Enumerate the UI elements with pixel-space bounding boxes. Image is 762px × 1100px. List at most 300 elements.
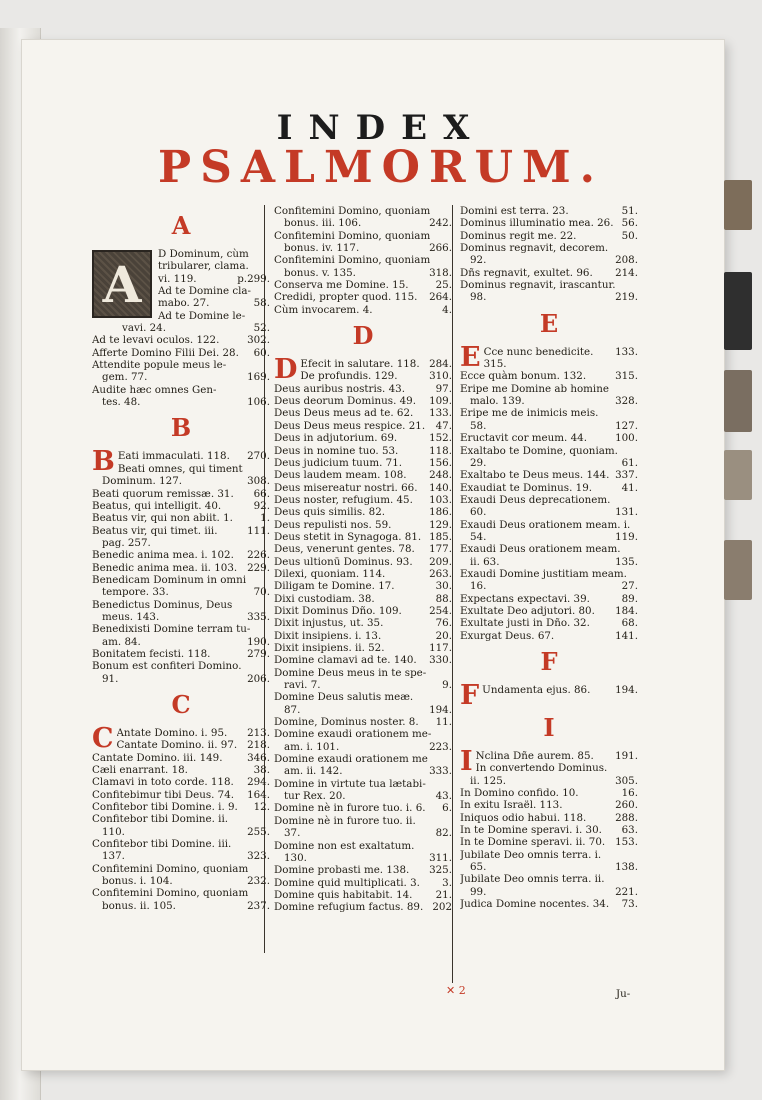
index-entry bbox=[92, 887, 270, 899]
entry-title: Domine in virtute tua lætabi- bbox=[274, 777, 426, 790]
entry-title: Confitemini Domino, quoniam bbox=[92, 887, 249, 900]
entry-title: Conserva me Domine. 15. bbox=[274, 279, 409, 292]
entry-title: D Dominum, cùm bbox=[158, 248, 249, 260]
index-entry bbox=[92, 826, 270, 838]
index-entry bbox=[274, 654, 452, 666]
index-entry bbox=[92, 475, 270, 487]
index-entry bbox=[274, 291, 452, 303]
drop-entry-i bbox=[460, 746, 638, 777]
entry-title: In te Domine speravi. ii. 70. bbox=[460, 836, 606, 849]
entry-page: 315. bbox=[615, 370, 638, 383]
index-entry bbox=[460, 291, 638, 303]
index-entry bbox=[274, 593, 452, 605]
entry-title: Attendite popule meus le- bbox=[92, 359, 227, 372]
entry-page: 43. bbox=[435, 790, 452, 803]
entry-page: 127. bbox=[615, 419, 638, 432]
entry-title: Dominus regnavit, irascantur. bbox=[460, 279, 616, 292]
entry-title: Confitemini Domino, quoniam bbox=[274, 205, 431, 217]
entry-title: Domine quid multiplicati. 3. bbox=[274, 876, 420, 889]
index-entry bbox=[92, 673, 270, 685]
index-entry bbox=[274, 765, 452, 777]
entry-page: 4. bbox=[442, 303, 452, 316]
entry-page: 264. bbox=[429, 291, 452, 304]
index-entry bbox=[274, 420, 452, 432]
entry-title: Cantate Domino. iii. 149. bbox=[92, 751, 223, 764]
entry-title: Ad te levavi oculos. 122. bbox=[92, 334, 220, 347]
entry-title: Beati quorum remissæ. 31. bbox=[92, 487, 234, 500]
drop-entry-c bbox=[92, 723, 270, 754]
entry-page: 184. bbox=[615, 604, 638, 617]
entry-page: 63. bbox=[621, 824, 638, 837]
entry-title: Eructavit cor meum. 44. bbox=[460, 432, 587, 445]
entry-title: Deus Deus meus respice. 21. bbox=[274, 419, 426, 432]
index-entry bbox=[460, 580, 638, 592]
entry-title: Benedixisti Domine terram tu- bbox=[92, 623, 251, 636]
entry-page: 194. bbox=[615, 684, 638, 696]
page-tab bbox=[724, 370, 752, 432]
entry-page: 133. bbox=[429, 407, 452, 420]
entry-page: 164. bbox=[247, 788, 270, 801]
entry-title: Deus Deus meus ad te. 62. bbox=[274, 407, 414, 420]
entry-title: Beatus vir, qui timet. iii. bbox=[92, 524, 218, 537]
entry-title: Deus, venerunt gentes. 78. bbox=[274, 543, 415, 556]
index-entry bbox=[274, 667, 452, 679]
index-entry bbox=[92, 764, 270, 776]
entry-title: Jubilate Deo omnis terra. i. bbox=[460, 848, 602, 861]
entry-page: 58. bbox=[253, 297, 270, 310]
entry-title: Afferte Domino Filii Dei. 28. bbox=[92, 346, 239, 359]
index-entry bbox=[158, 273, 270, 285]
index-entry bbox=[484, 358, 638, 370]
index-entry bbox=[274, 556, 452, 568]
entry-title: 110. bbox=[102, 825, 125, 838]
index-entry bbox=[92, 752, 270, 764]
entry-page: 133. bbox=[615, 345, 638, 358]
index-entry bbox=[274, 457, 452, 469]
entry-title: Ad te Domine le- bbox=[158, 309, 246, 322]
entry-title: Audite hæc omnes Gen- bbox=[92, 383, 217, 396]
entry-page: 202 bbox=[432, 901, 452, 914]
catchword: Ju- bbox=[616, 988, 631, 1000]
index-entry bbox=[118, 450, 270, 462]
section-letter-f: F bbox=[540, 647, 558, 676]
index-entry bbox=[460, 469, 638, 481]
entry-page: 135. bbox=[615, 555, 638, 568]
index-entry bbox=[158, 310, 270, 322]
entry-page: 38. bbox=[253, 764, 270, 777]
index-entry bbox=[274, 778, 452, 790]
entry-title: 98. bbox=[470, 291, 487, 304]
entry-title: Dominus regit me. 22. bbox=[460, 229, 577, 242]
index-entry bbox=[460, 898, 638, 910]
index-entry bbox=[274, 840, 452, 852]
entry-title: 54. bbox=[470, 530, 487, 543]
entry-title: 65. bbox=[470, 861, 487, 874]
column-rule bbox=[452, 205, 453, 983]
index-entry bbox=[476, 762, 638, 774]
index-entry bbox=[460, 370, 638, 382]
index-entry bbox=[274, 568, 452, 580]
index-entry bbox=[460, 494, 638, 506]
index-entry bbox=[460, 861, 638, 873]
entry-title: Deus repulisti nos. 59. bbox=[274, 518, 392, 531]
entry-title: Beatus vir, qui non abiit. 1. bbox=[92, 512, 233, 525]
index-entry bbox=[92, 599, 270, 611]
entry-title: Exaudi Deus deprecationem. bbox=[460, 493, 611, 506]
entry-page: 92. bbox=[253, 499, 270, 512]
drop-entry-d bbox=[274, 354, 452, 386]
index-entry bbox=[274, 901, 452, 913]
index-entry bbox=[92, 801, 270, 813]
index-entry bbox=[274, 617, 452, 629]
entry-title: Cùm invocarem. 4. bbox=[274, 303, 373, 316]
index-entry bbox=[92, 500, 270, 512]
entry-page: 152. bbox=[429, 432, 452, 445]
index-entry bbox=[460, 407, 638, 419]
entry-title: Deus noster, refugium. 45. bbox=[274, 493, 413, 506]
index-column-2 bbox=[274, 205, 452, 914]
drop-capital: I bbox=[460, 746, 473, 777]
drop-entry-f bbox=[460, 680, 638, 711]
index-entry bbox=[274, 395, 452, 407]
entry-title: Cce nunc benedicite. bbox=[483, 345, 594, 358]
entry-page: 279. bbox=[247, 647, 270, 660]
entry-title: 92. bbox=[470, 254, 487, 267]
entry-title: am. 84. bbox=[102, 635, 141, 648]
entry-title: bonus. iv. 117. bbox=[284, 242, 360, 255]
entry-title: tribularer, clama. bbox=[158, 260, 249, 273]
entry-title: Confitemini Domino, quoniam bbox=[92, 862, 249, 875]
entry-page: 242. bbox=[429, 217, 452, 230]
entry-page: 9. bbox=[442, 679, 452, 692]
entry-title: tempore. 33. bbox=[102, 586, 169, 599]
entry-title: Domine quis habitabit. 14. bbox=[274, 888, 413, 901]
index-entry bbox=[274, 877, 452, 889]
entry-title: tes. 48. bbox=[102, 396, 141, 409]
index-entry bbox=[158, 248, 270, 260]
index-entry bbox=[117, 727, 271, 739]
index-entry bbox=[92, 648, 270, 660]
entry-title: bonus. iii. 106. bbox=[284, 217, 362, 230]
entry-title: bonus. i. 104. bbox=[102, 875, 173, 888]
index-entry bbox=[460, 457, 638, 469]
page-tab bbox=[724, 540, 752, 600]
index-entry bbox=[460, 420, 638, 432]
entry-page: 76. bbox=[435, 617, 452, 630]
index-entry bbox=[460, 230, 638, 242]
entry-page: 214. bbox=[615, 266, 638, 279]
entry-page: 89. bbox=[621, 592, 638, 605]
entry-page: 100. bbox=[615, 432, 638, 445]
entry-title: pag. 257. bbox=[102, 536, 151, 549]
entry-title: Domine exaudi orationem me- bbox=[274, 728, 432, 741]
index-entry bbox=[274, 217, 452, 229]
entry-page: 82. bbox=[435, 827, 452, 840]
entry-title: 91. bbox=[102, 672, 119, 685]
entry-page: 346. bbox=[247, 751, 270, 764]
index-entry bbox=[92, 623, 270, 635]
entry-title: Dñs regnavit, exultet. 96. bbox=[460, 266, 593, 279]
index-entry bbox=[460, 593, 638, 605]
entry-title: Expectans expectavi. 39. bbox=[460, 592, 590, 605]
entry-page: 311. bbox=[429, 851, 452, 864]
entry-title: Eripe me Domine ab homine bbox=[460, 382, 609, 395]
entry-page: 66. bbox=[253, 487, 270, 500]
index-entry bbox=[274, 469, 452, 481]
entry-title: 137. bbox=[102, 850, 125, 863]
entry-page: 191. bbox=[615, 750, 638, 762]
index-entry bbox=[274, 753, 452, 765]
page-tab bbox=[724, 450, 752, 500]
entry-title: Undamenta ejus. 86. bbox=[482, 684, 591, 696]
entry-page: 119. bbox=[615, 530, 638, 543]
index-column-1 bbox=[92, 212, 270, 912]
index-entry bbox=[274, 407, 452, 419]
entry-title: In convertendo Dominus. bbox=[475, 762, 608, 775]
entry-title: Dixit insipiens. i. 13. bbox=[274, 629, 382, 642]
entry-page: 254. bbox=[429, 604, 452, 617]
index-entry bbox=[274, 445, 452, 457]
entry-page: 185. bbox=[429, 530, 452, 543]
entry-page: 302. bbox=[247, 334, 270, 347]
index-entry bbox=[92, 396, 270, 408]
entry-title: Eati immaculati. 118. bbox=[117, 450, 230, 463]
entry-page: 103. bbox=[429, 493, 452, 506]
index-entry bbox=[460, 395, 638, 407]
entry-title: Beatus, qui intelligit. 40. bbox=[92, 499, 222, 512]
entry-page: 255. bbox=[247, 825, 270, 838]
entry-title: Dominum. 127. bbox=[102, 475, 183, 488]
index-entry bbox=[274, 827, 452, 839]
index-entry bbox=[460, 617, 638, 629]
entry-page: 232. bbox=[247, 875, 270, 888]
entry-page: 140. bbox=[429, 481, 452, 494]
entry-title: 130. bbox=[284, 851, 307, 864]
entry-title: Domine clamavi ad te. 140. bbox=[274, 654, 417, 667]
entry-page: 88. bbox=[435, 592, 452, 605]
entry-title: Cæli enarrant. 18. bbox=[92, 764, 188, 777]
section-letter-d: D bbox=[352, 321, 374, 351]
entry-page: 337. bbox=[615, 469, 638, 482]
entry-page: 50. bbox=[621, 229, 638, 242]
entry-title: Antate Domino. i. 95. bbox=[116, 727, 228, 739]
entry-title: meus. 143. bbox=[102, 610, 160, 623]
index-entry bbox=[92, 347, 270, 359]
index-entry bbox=[460, 543, 638, 555]
index-entry bbox=[274, 716, 452, 728]
entry-page: 219. bbox=[615, 291, 638, 304]
entry-page: 294. bbox=[247, 776, 270, 789]
entry-page: 27. bbox=[621, 580, 638, 593]
entry-page: 138. bbox=[615, 861, 638, 874]
index-entry bbox=[274, 852, 452, 864]
entry-title: 37. bbox=[284, 827, 301, 840]
index-entry bbox=[274, 242, 452, 254]
page-title: INDEX bbox=[276, 108, 486, 148]
entry-page: 68. bbox=[621, 617, 638, 630]
entry-title: Deus misereatur nostri. 66. bbox=[274, 481, 418, 494]
entry-title: Benedic anima mea. ii. 103. bbox=[92, 561, 238, 574]
index-entry bbox=[274, 704, 452, 716]
index-entry bbox=[274, 889, 452, 901]
entry-page: 263. bbox=[429, 567, 452, 580]
index-entry bbox=[460, 242, 638, 254]
entry-title: bonus. ii. 105. bbox=[102, 899, 176, 912]
index-entry bbox=[460, 605, 638, 617]
index-entry bbox=[274, 494, 452, 506]
entry-title: Dixit injustus, ut. 35. bbox=[274, 617, 384, 630]
entry-title: Domine, Dominus noster. 8. bbox=[274, 716, 419, 729]
entry-page: 237. bbox=[247, 899, 270, 912]
entry-title: Deus ultionū Dominus. 93. bbox=[274, 555, 413, 568]
index-entry bbox=[274, 205, 452, 217]
entry-page: 323. bbox=[247, 850, 270, 863]
entry-page: 213. bbox=[247, 727, 270, 739]
index-entry bbox=[460, 482, 638, 494]
index-entry bbox=[460, 506, 638, 518]
page-subtitle: PSALMORUM. bbox=[158, 142, 604, 193]
index-entry bbox=[92, 900, 270, 912]
entry-page: 325. bbox=[429, 864, 452, 877]
entry-title: Exaudiat te Dominus. 19. bbox=[460, 481, 593, 494]
entry-page: 223. bbox=[429, 740, 452, 753]
entry-page: 318. bbox=[429, 266, 452, 279]
entry-page: 41. bbox=[621, 481, 638, 494]
index-entry bbox=[92, 334, 270, 346]
index-entry bbox=[92, 863, 270, 875]
entry-title: Jubilate Deo omnis terra. ii. bbox=[460, 873, 605, 886]
index-entry bbox=[274, 864, 452, 876]
entry-page: 16. bbox=[621, 787, 638, 800]
index-entry bbox=[460, 775, 638, 787]
entry-page: 226. bbox=[247, 549, 270, 562]
index-entry bbox=[92, 586, 270, 598]
entry-title: 58. bbox=[470, 419, 487, 432]
index-entry bbox=[274, 815, 452, 827]
index-entry bbox=[92, 562, 270, 574]
entry-page: 328. bbox=[615, 395, 638, 408]
entry-title: Exaudi Deus orationem meam. bbox=[460, 543, 621, 556]
index-entry bbox=[460, 787, 638, 799]
entry-page: 117. bbox=[429, 642, 452, 654]
index-entry bbox=[158, 285, 270, 297]
entry-page: 177. bbox=[429, 543, 452, 556]
index-entry bbox=[300, 370, 452, 382]
entry-title: Benedictus Dominus, Deus bbox=[92, 598, 233, 611]
ornamental-initial: A bbox=[92, 250, 152, 318]
index-entry bbox=[460, 432, 638, 444]
entry-page: 109. bbox=[429, 395, 452, 408]
entry-title: ii. 125. bbox=[470, 774, 507, 787]
entry-page: 206. bbox=[247, 672, 270, 685]
index-entry bbox=[158, 297, 270, 309]
entry-title: Deus stetit in Synagoga. 81. bbox=[274, 530, 422, 543]
index-entry bbox=[460, 383, 638, 395]
drop-capital: D bbox=[274, 354, 298, 386]
index-entry bbox=[476, 750, 638, 762]
index-entry bbox=[274, 691, 452, 703]
entry-page: 333. bbox=[429, 765, 452, 778]
drop-entry-b bbox=[92, 446, 270, 478]
entry-title: Deus quis similis. 82. bbox=[274, 506, 386, 519]
entry-title: tur Rex. 20. bbox=[284, 790, 346, 803]
page-tab bbox=[724, 272, 752, 350]
index-entry bbox=[274, 531, 452, 543]
entry-title: Bonum est confiteri Domino. bbox=[92, 660, 242, 673]
section-letter-a: A bbox=[171, 211, 191, 240]
entry-page: 310. bbox=[429, 370, 452, 383]
index-entry bbox=[92, 525, 270, 537]
entry-page: 25. bbox=[435, 279, 452, 292]
entry-page: 141. bbox=[615, 629, 638, 642]
entry-title: Domine refugium factus. 89. bbox=[274, 901, 424, 914]
entry-title: Deus auribus nostris. 43. bbox=[274, 382, 405, 395]
index-entry bbox=[274, 506, 452, 518]
index-entry bbox=[460, 886, 638, 898]
index-entry bbox=[460, 279, 638, 291]
section-letter-i: I bbox=[543, 713, 555, 742]
entry-page: 60. bbox=[253, 346, 270, 359]
entry-title: Dixit insipiens. ii. 52. bbox=[274, 642, 385, 654]
section-letter-e: E bbox=[539, 308, 559, 338]
index-entry bbox=[274, 802, 452, 814]
entry-title: Exaltabo te Deus meus. 144. bbox=[460, 469, 610, 482]
entry-page: 156. bbox=[429, 456, 452, 469]
index-entry bbox=[92, 549, 270, 561]
index-entry bbox=[92, 574, 270, 586]
index-entry bbox=[460, 531, 638, 543]
entry-title: malo. 139. bbox=[470, 395, 525, 408]
entry-page: 186. bbox=[429, 506, 452, 519]
entry-title: Eripe me de inimicis meis. bbox=[460, 407, 599, 420]
index-entry bbox=[460, 799, 638, 811]
entry-title: Bonitatem fecisti. 118. bbox=[92, 647, 211, 660]
entry-title: Domine non est exaltatum. bbox=[274, 839, 415, 852]
entry-title: Deus in nomine tuo. 53. bbox=[274, 444, 399, 457]
index-entry bbox=[274, 383, 452, 395]
entry-page: 131. bbox=[615, 506, 638, 519]
entry-title: Dominus illuminatio mea. 26. bbox=[460, 217, 614, 230]
entry-title: Deus judicium tuum. 71. bbox=[274, 456, 403, 469]
entry-title: ii. 63. bbox=[470, 555, 500, 568]
entry-title: Clamavi in toto corde. 118. bbox=[92, 776, 234, 789]
entry-title: Dixi custodiam. 38. bbox=[274, 592, 375, 605]
index-entry bbox=[460, 267, 638, 279]
entry-page: 284. bbox=[429, 358, 452, 371]
entry-page: p.299. bbox=[237, 272, 270, 285]
index-entry bbox=[92, 813, 270, 825]
entry-title: Nclina Dñe aurem. 85. bbox=[475, 750, 594, 762]
entry-title: In Domino confido. 10. bbox=[460, 787, 579, 800]
entry-title: In te Domine speravi. i. 30. bbox=[460, 824, 602, 837]
entry-page: 3. bbox=[442, 876, 452, 889]
entry-page: 70. bbox=[253, 586, 270, 599]
index-entry bbox=[460, 445, 638, 457]
entry-page: 153. bbox=[615, 836, 638, 849]
entry-page: 118. bbox=[429, 444, 452, 457]
entry-title: Benedic anima mea. i. 102. bbox=[92, 549, 234, 562]
entry-title: 99. bbox=[470, 885, 487, 898]
index-entry bbox=[460, 205, 638, 217]
entry-title: Domine nè in furore tuo. i. 6. bbox=[274, 802, 426, 815]
index-entry bbox=[460, 568, 638, 580]
entry-title: Dominus regnavit, decorem. bbox=[460, 242, 609, 255]
index-entry bbox=[92, 850, 270, 862]
index-entry bbox=[460, 254, 638, 266]
drop-capital: C bbox=[92, 723, 114, 754]
index-entry bbox=[274, 605, 452, 617]
index-entry bbox=[274, 267, 452, 279]
